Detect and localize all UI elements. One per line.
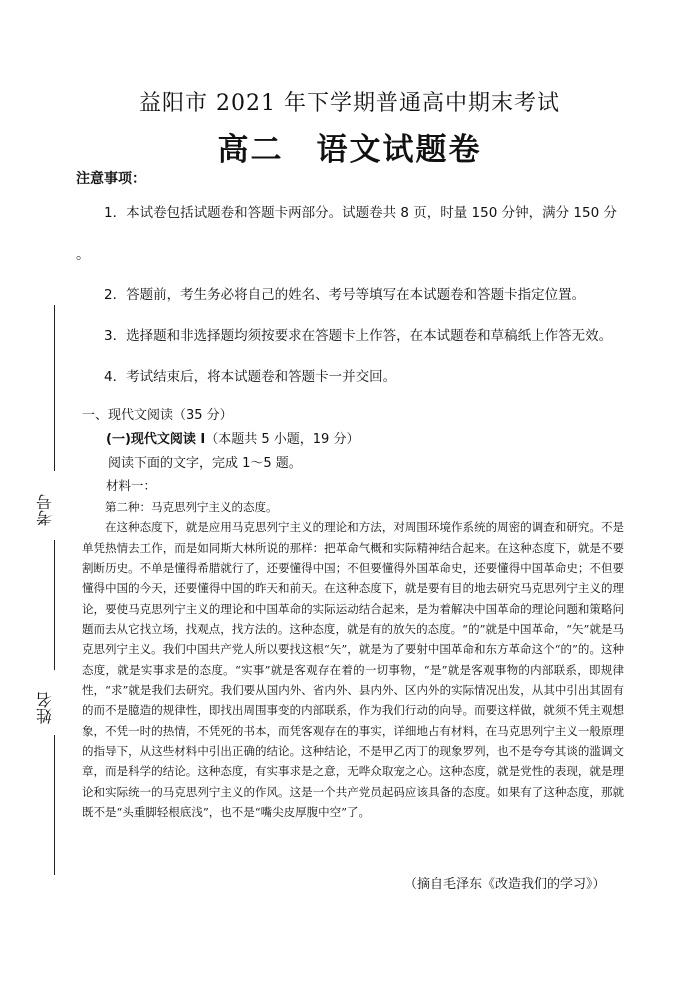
passage-paragraph: 在这种态度下，就是应用马克思列宁主义的理论和方法，对周围环境作系统的周密的调查和研究。不是单凭热情去工作，而是如同斯大林所说的那样：把革命气概和实际精神结合起来。在这种态度下，就是不要割断历史。不单是懂得希腊就行了，还要懂得中国；不但要懂得外国革命史，还要懂得中国革命史；不但要懂得中国的今天，还要懂得中国的昨天和前天。在这种态度下，就是要有目的地去研究马克思列宁主义的理论，要使马克思列宁主义的理论和中国革命的实际运动结合起来，是为着解决中国革命的理论问题和策略问题而去从它找立场，找观点，找方法的。这种态度，就是有的放矢的态度。“的”就是中国革命，“矢”就是马克思列宁主义。我们中国共产党人所以要找这根“矢”，就是为了要射中国革命和东方革命这个“的”的。这种态度，就是实事求是的态度。“实事”就是客观存在着的一切事物，“是”就是客观事物的内部联系，即规律性，“求”就是我们去研究。我们要从国内外、省内外、县内外、区内外的实际情况出发，从其中引出其固有的而不是臆造的规律性，即找出周围事变的内部联系，作为我们行动的向导。而要这样做，就须不凭主观想象，不凭一时的热情，不凭死的书本，而凭客观存在的事实，详细地占有材料，在马克思列宁主义一般原理的指导下，从这些材料中引出正确的结论。这种结论，不是甲乙丙丁的现象罗列，也不是夸夸其谈的滥调文章，而是科学的结论。这种态度，有实事求是之意，无哗众取宠之心。这种态度，就是党性的表现，就是理论和实际统一的马克思列宁主义的作风。这是一个共产党员起码应该具备的态度。如果有了这种态度，那就既不是“头重脚轻根底浅”，也不是“嘴尖皮厚腹中空”了。 — [82, 520, 624, 820]
sub-section-heading — [106, 428, 359, 447]
notice-item-3: 3．选择题和非选择题均须按要求在答题卡上作答，在本试题卷和草稿纸上作答无效。 — [104, 328, 613, 344]
section-heading: 一、现代文阅读（35 分） — [82, 408, 233, 423]
reading-passage — [82, 497, 624, 823]
notice-item-2: 2．答题前，考生务必将自己的姓名、考号等填写在本试题卷和答题卡指定位置。 — [104, 287, 586, 303]
passage-source: （摘自毛泽东《改造我们的学习》） — [404, 877, 606, 892]
name-label: 姓名 — [35, 692, 55, 724]
binding-line-upper — [54, 305, 55, 471]
exam-number-label: 考号 — [35, 494, 55, 526]
name-line — [54, 735, 55, 875]
exam-title: 益阳市 2021 年下学期普通高中期末考试 — [139, 91, 560, 116]
exam-number-line — [54, 540, 55, 670]
reading-instruction: 阅读下面的文字，完成 1～5 题。 — [108, 456, 302, 471]
notice-item-1: 1．本试卷包括试题卷和答题卡两部分。试题卷共 8 页，时量 150 分钟，满分 150 分 — [104, 205, 617, 221]
notice-item-1-period: 。 — [76, 247, 90, 263]
sub-section-title: (一)现代文阅读 I — [106, 432, 206, 447]
material-label: 材料一： — [106, 478, 157, 493]
passage-paragraph: 第二种：马克思列宁主义的态度。 — [105, 500, 278, 514]
notice-heading: 注意事项： — [76, 171, 146, 187]
paper-title: 高二 语文试题卷 — [217, 132, 482, 168]
notice-item-4: 4．考试结束后，将本试题卷和答题卡一并交回。 — [104, 369, 397, 385]
sub-section-score: （本题共 5 小题，19 分） — [205, 432, 360, 447]
